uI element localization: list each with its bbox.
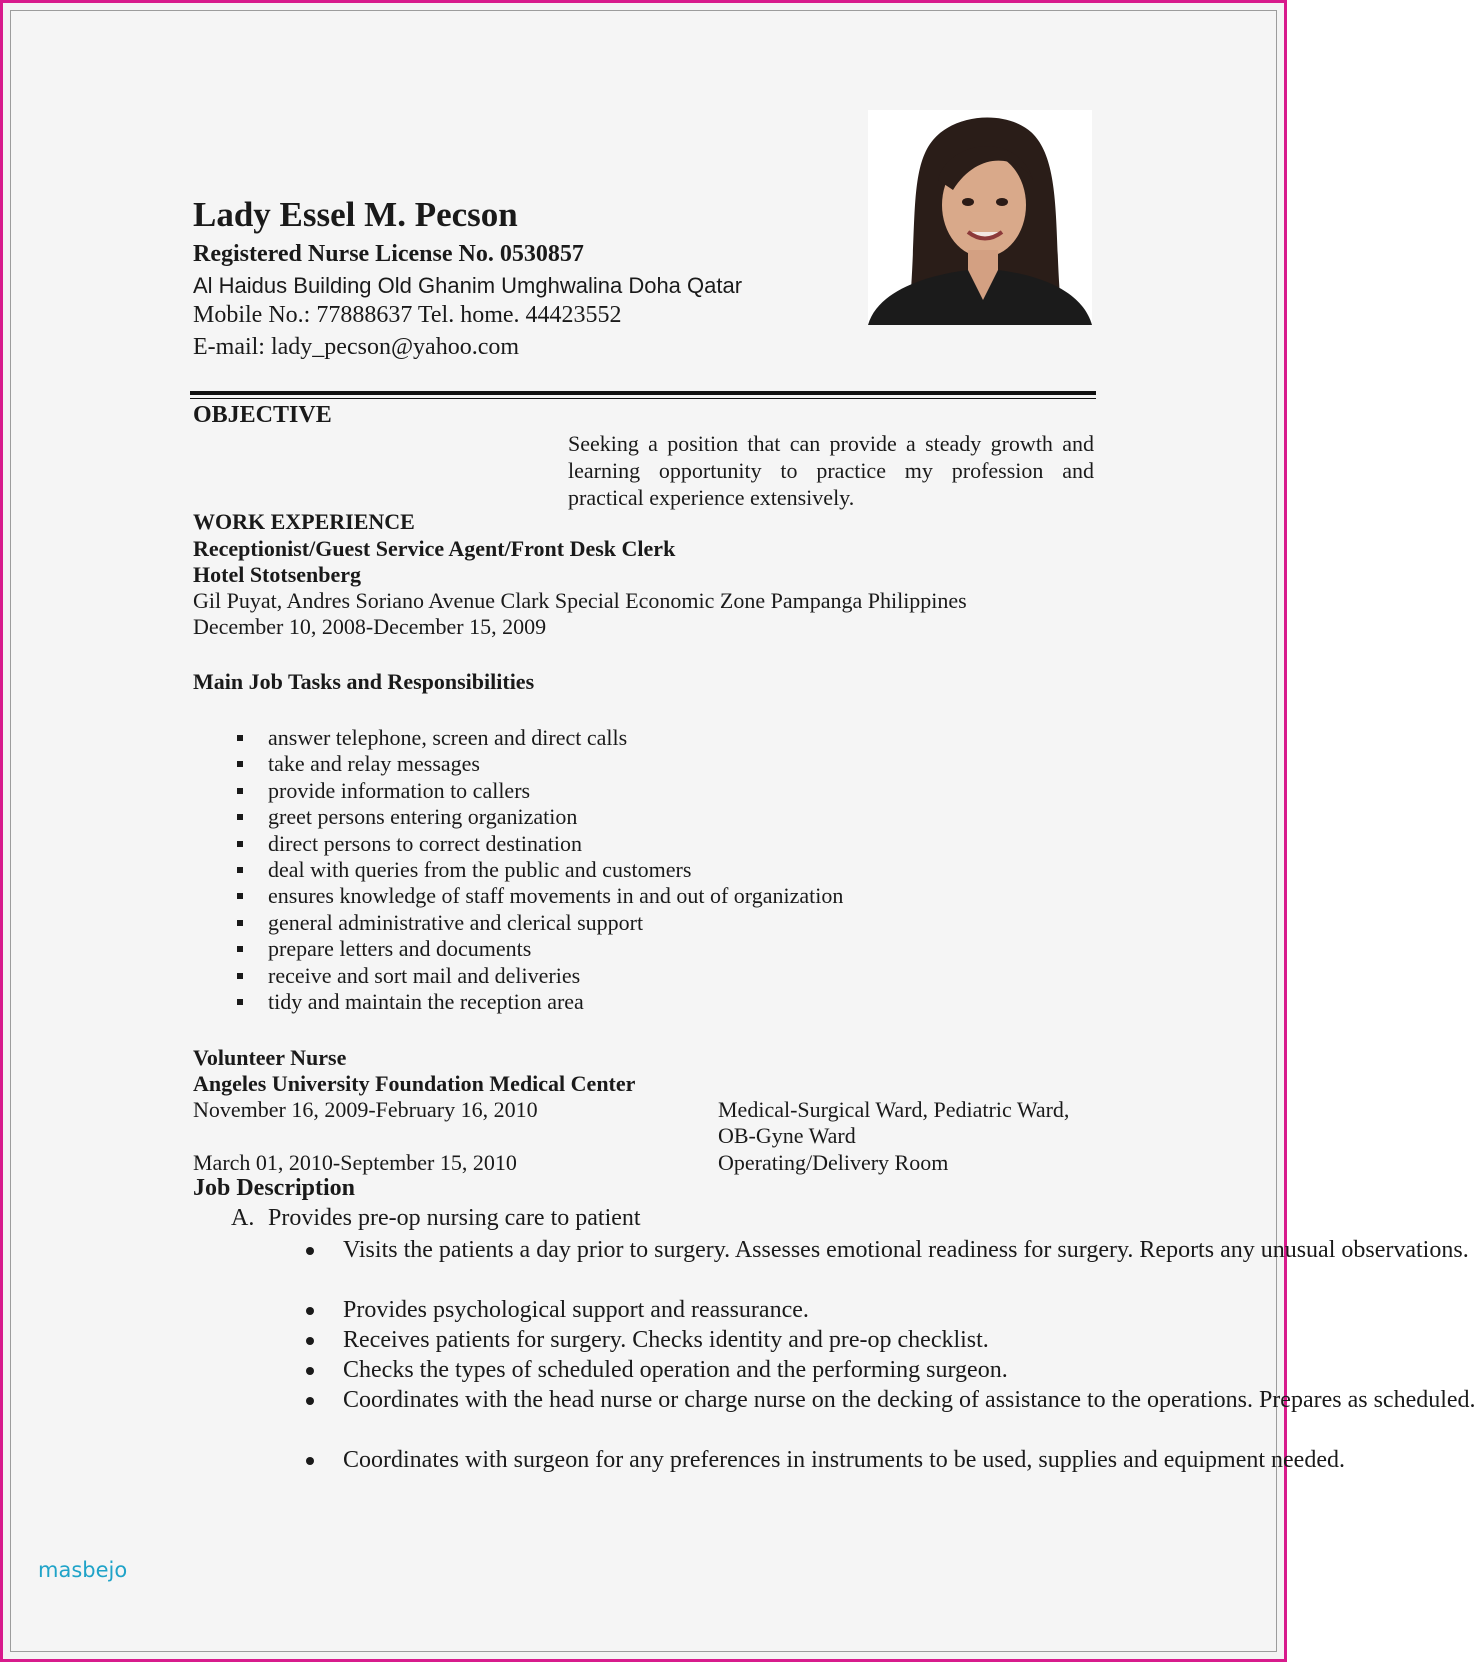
square-bullet-icon [237,893,243,899]
round-bullet-icon [306,1337,314,1345]
round-bullet-icon [306,1367,314,1375]
job2-dates-1: November 16, 2009-February 16, 2010 [193,1097,538,1122]
square-bullet-icon [237,841,243,847]
job1-dates: December 10, 2008-December 15, 2009 [193,614,547,639]
round-bullet-icon [306,1307,314,1315]
list-item: answer telephone, screen and direct calls [268,725,843,751]
list-item: Coordinates with the head nurse or charge nurse on the decking of assistance to the operations. Prepares as scheduled. [343,1386,1094,1446]
email-line: E-mail: lady_pecson@yahoo.com [193,334,520,360]
job1-address: Gil Puyat, Andres Soriano Avenue Clark Special Economic Zone Pampanga Philippines [193,588,967,613]
list-item: receive and sort mail and deliveries [268,963,843,989]
job2-wards-1a: Medical-Surgical Ward, Pediatric Ward, [718,1097,1070,1122]
list-item: tidy and maintain the reception area [268,989,843,1015]
square-bullet-icon [237,735,243,741]
objective-heading: OBJECTIVE [193,402,332,428]
round-bullet-icon [306,1457,314,1465]
list-item: Visits the patients a day prior to surgery. Assesses emotional readiness for surgery. Reports any unusual observations. [343,1236,1094,1296]
list-item: ensures knowledge of staff movements in and out of organization [268,883,843,909]
candidate-name: Lady Essel M. Pecson [193,195,518,234]
job2-company: Angeles University Foundation Medical Center [193,1071,636,1096]
list-item: prepare letters and documents [268,936,843,962]
watermark-logo: masbejo [38,1558,128,1582]
square-bullet-icon [237,814,243,820]
header-rule-thin [190,398,1096,399]
job-description-heading: Job Description [193,1175,355,1201]
profile-photo [868,110,1092,325]
square-bullet-icon [237,788,243,794]
round-bullet-icon [306,1397,314,1405]
item-a-marker: A. [231,1205,255,1231]
list-item: deal with queries from the public and customers [268,857,843,883]
license-line: Registered Nurse License No. 0530857 [193,241,584,267]
round-bullet-icon [306,1247,314,1255]
list-item: Provides psychological support and reassurance. [343,1296,1094,1326]
square-bullet-icon [237,920,243,926]
square-bullet-icon [237,867,243,873]
portrait-illustration [868,110,1092,325]
list-item: general administrative and clerical support [268,910,843,936]
list-item: provide information to callers [268,778,843,804]
address-line: Al Haidus Building Old Ghanim Umghwalina Doha Qatar [193,273,743,298]
job2-wards-2: Operating/Delivery Room [718,1150,949,1175]
item-a-text: Provides pre-op nursing care to patient [268,1205,641,1231]
job2-title: Volunteer Nurse [193,1045,347,1070]
job1-company: Hotel Stotsenberg [193,562,362,587]
list-item: take and relay messages [268,751,843,777]
duties-list [343,1236,1476,1506]
objective-text: Seeking a position that can provide a steady growth and learning opportunity to practice my profession and practical experience extensively. [568,431,1094,510]
job1-title: Receptionist/Guest Service Agent/Front Desk Clerk [193,536,676,561]
job2-dates-2: March 01, 2010-September 15, 2010 [193,1150,517,1175]
square-bullet-icon [237,761,243,767]
phone-line: Mobile No.: 77888637 Tel. home. 44423552 [193,302,622,328]
list-item: direct persons to correct destination [268,831,843,857]
square-bullet-icon [237,999,243,1005]
list-item: greet persons entering organization [268,804,843,830]
tasks-heading: Main Job Tasks and Responsibilities [193,669,535,694]
tasks-list [268,725,843,1015]
list-item: Receives patients for surgery. Checks identity and pre-op checklist. [343,1326,1094,1356]
work-experience-heading: WORK EXPERIENCE [193,509,415,534]
square-bullet-icon [237,946,243,952]
list-item: Checks the types of scheduled operation and the performing surgeon. [343,1356,1094,1386]
header-rule-thick [190,391,1096,395]
list-item: Coordinates with surgeon for any preferences in instruments to be used, supplies and equipment needed. [343,1446,1094,1506]
square-bullet-icon [237,973,243,979]
job2-wards-1b: OB-Gyne Ward [718,1123,856,1148]
